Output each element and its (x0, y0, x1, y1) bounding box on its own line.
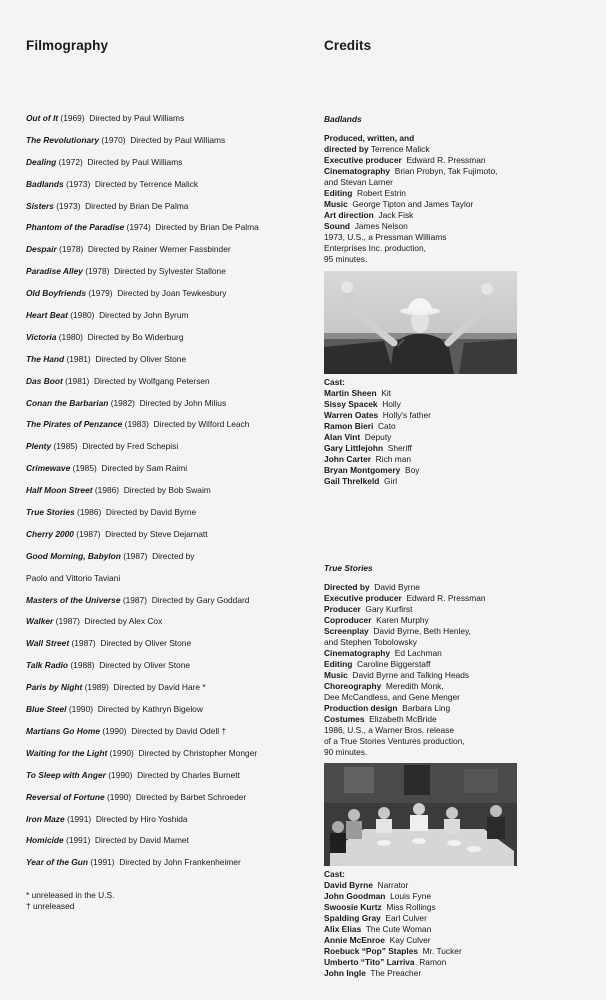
film-details: (1978) Directed by Rainer Werner Fassbinder (56, 244, 231, 255)
true-stories-cast (324, 869, 462, 979)
film-entry (26, 287, 316, 309)
true-stories-credit-line-value: Elizabeth McBride (364, 714, 437, 724)
badlands-cast-line-role: Gary Littlejohn (324, 443, 384, 453)
true-stories-credit-line-role: Producer (324, 604, 361, 614)
film-title: Sisters (26, 200, 54, 211)
badlands-cast-line-role: John Carter (324, 454, 372, 464)
badlands-cast-line (324, 388, 431, 399)
badlands-title: Badlands (324, 114, 362, 124)
film-entry (26, 440, 316, 462)
film-entry (26, 725, 316, 747)
film-details: (1986) Directed by David Byrne (74, 507, 197, 518)
true-stories-credit-line (324, 714, 524, 725)
film-entry (26, 834, 316, 856)
badlands-cast-line-role: Warren Oates (324, 410, 379, 420)
true-stories-credit-line (324, 582, 524, 593)
badlands-cast-line (324, 454, 431, 465)
true-stories-cast-line (324, 946, 462, 957)
film-title: Conan the Barbarian (26, 397, 109, 408)
badlands-cast-line-value: Cato (373, 421, 396, 431)
true-stories-credit-line-value: Caroline Biggerstaff (352, 659, 431, 669)
true-stories-credit-line-value: David Byrne and Talking Heads (347, 670, 470, 680)
true-stories-cast-line-role: Umberto “Tito” Larriva (324, 957, 415, 967)
badlands-credit-line (324, 221, 524, 232)
film-title: The Hand (26, 353, 65, 364)
true-stories-credit-line-value: and Stephen Tobolowsky (324, 637, 417, 647)
film-title: Year of the Gun (26, 857, 89, 868)
true-stories-cast-line-value: Earl Culver (380, 913, 427, 923)
film-entry (26, 637, 316, 659)
film-entry (26, 265, 316, 287)
film-details: (1990) Directed by Christopher Monger (107, 747, 258, 758)
true-stories-cast-line (324, 924, 462, 935)
true-stories-credit-line-value: Barbara Ling (397, 703, 451, 713)
film-entry (26, 615, 316, 637)
film-details: (1991) Directed by Hiro Yoshida (64, 813, 188, 824)
film-details: (1987) Directed by Steve Dejarnatt (73, 528, 208, 539)
film-details: (1985) Directed by Sam Raimi (70, 463, 188, 474)
true-stories-credit-line-role: Cinematography (324, 648, 391, 658)
true-stories-credit-line-value: Karen Murphy (371, 615, 429, 625)
film-entry (26, 506, 316, 528)
badlands-credit-line-role: Produced, written, and (324, 133, 415, 143)
filmography-list (26, 112, 316, 878)
true-stories-title: True Stories (324, 563, 373, 573)
film-details: (1990) Directed by David Odell † (100, 725, 227, 736)
badlands-cast-line-value: Rich man (371, 454, 412, 464)
badlands-credit-line (324, 133, 524, 144)
badlands-cast-line (324, 410, 431, 421)
true-stories-credit-line-value: Meredith Monk, (381, 681, 444, 691)
film-details: (1969) Directed by Paul Williams (58, 113, 185, 123)
film-details: (1973) Directed by Terrence Malick (63, 178, 199, 189)
badlands-cast-line (324, 465, 431, 476)
film-title: The Revolutionary (26, 134, 100, 145)
true-stories-cast-line-role: Annie McEnroe (324, 935, 385, 945)
film-details: (1980) Directed by John Byrum (67, 310, 189, 321)
true-stories-credit-line-role: Production design (324, 703, 398, 713)
true-stories-credit-line (324, 747, 524, 758)
film-entry (26, 769, 316, 791)
film-details: (1979) Directed by Joan Tewkesbury (86, 288, 227, 299)
badlands-credit-lines (324, 133, 524, 265)
film-entry (26, 550, 316, 572)
true-stories-credit-line-role: Music (324, 670, 348, 680)
badlands-credit-line-role: Music (324, 199, 348, 209)
film-details: (1973) Directed by Brian De Palma (53, 200, 189, 211)
film-title: Phantom of the Paradise (26, 222, 125, 233)
film-entry (26, 134, 316, 156)
badlands-credit-line-role: Cinematography (324, 166, 391, 176)
badlands-cast-line-value: Kit (376, 388, 392, 398)
badlands-credit-line (324, 188, 524, 199)
badlands-cast-line-value: Holly's father (378, 410, 431, 420)
true-stories-credit-line-value: 1986, U.S., a Warner Bros. release (324, 725, 455, 735)
true-stories-cast-line-role: David Byrne (324, 880, 373, 890)
true-stories-credit-line (324, 703, 524, 714)
true-stories-credit-line-role: Costumes (324, 714, 365, 724)
true-stories-cast-label: Cast: (324, 869, 345, 879)
film-entry (26, 594, 316, 616)
true-stories-cast-line-value: Louis Fyne (385, 891, 432, 901)
true-stories-cast-line-value: Narrator (372, 880, 409, 890)
footnote-unreleased-us: * unreleased in the U.S. (26, 890, 115, 900)
true-stories-cast-lines (324, 880, 462, 979)
badlands-credit-line-value: Robert Estrin (352, 188, 406, 198)
true-stories-credit-line-value: David Byrne (369, 582, 420, 592)
true-stories-cast-line-value: The Preacher (365, 968, 422, 978)
footnote-unreleased: † unreleased (26, 901, 75, 911)
true-stories-credit-lines (324, 582, 524, 758)
badlands-credit-line-value: and Stevan Larner (324, 177, 393, 187)
badlands-cast-label: Cast: (324, 377, 345, 387)
badlands-credit-line-role: Art direction (324, 210, 374, 220)
film-title: Half Moon Street (26, 485, 93, 496)
badlands-credit-line (324, 232, 524, 243)
true-stories-credit-line (324, 725, 524, 736)
film-title: Wall Street (26, 638, 70, 649)
film-entry (26, 353, 316, 375)
badlands-credit-line (324, 254, 524, 265)
badlands-credit-line-value: Enterprises Inc. production, (324, 243, 426, 253)
badlands-cast-line (324, 432, 431, 443)
film-details: (1980) Directed by Bo Widerburg (56, 331, 184, 342)
true-stories-credit-line-role: Editing (324, 659, 353, 669)
true-stories-credit-line (324, 593, 524, 604)
film-entry (26, 418, 316, 440)
film-title: True Stories (26, 507, 75, 518)
true-stories-credit-line-value: Edward R. Pressman (401, 593, 486, 603)
film-details: (1983) Directed by Wilford Leach (122, 419, 250, 430)
badlands-cast-line (324, 421, 431, 432)
true-stories-still-photo (324, 763, 517, 866)
true-stories-cast-line (324, 891, 462, 902)
true-stories-credit-line-value: David Byrne, Beth Henley, (368, 626, 471, 636)
film-details: (1991) Directed by John Frankenheimer (88, 857, 241, 868)
film-entry (26, 221, 316, 243)
badlands-credit-line (324, 210, 524, 221)
badlands-credit-line-role: directed by (324, 144, 369, 154)
film-title: Reversal of Fortune (26, 791, 105, 802)
true-stories-cast-line-role: Alix Elias (324, 924, 362, 934)
film-details: (1981) Directed by Wolfgang Petersen (62, 375, 210, 386)
true-stories-cast-line-value: Ramon (414, 957, 447, 967)
badlands-cast-line (324, 443, 431, 454)
true-stories-credit-line-role: Screenplay (324, 626, 369, 636)
true-stories-cast-line-value: Mr. Tucker (418, 946, 462, 956)
film-entry (26, 813, 316, 835)
true-stories-credits (324, 563, 524, 758)
film-entry (26, 572, 316, 594)
badlands-credit-line-value: George Tipton and James Taylor (347, 199, 474, 209)
true-stories-cast-line-value: Miss Rollings (381, 902, 436, 912)
film-details: (1990) Directed by Kathryn Bigelow (66, 704, 203, 715)
film-entry (26, 397, 316, 419)
film-details: (1981) Directed by Oliver Stone (64, 353, 187, 364)
film-details: (1974) Directed by Brian De Palma (124, 222, 259, 233)
film-entry (26, 331, 316, 353)
badlands-cast-line-value: Holly (377, 399, 401, 409)
filmography-heading: Filmography (26, 38, 109, 53)
true-stories-credit-line (324, 659, 524, 670)
true-stories-cast-line-value: The Cute Woman (361, 924, 432, 934)
film-title: Waiting for the Light (26, 747, 108, 758)
true-stories-credit-line (324, 692, 524, 703)
badlands-credit-line-value: 95 minutes. (324, 254, 368, 264)
film-title: Old Boyfriends (26, 288, 87, 299)
badlands-cast (324, 377, 431, 487)
film-details: (1972) Directed by Paul Williams (56, 156, 183, 167)
film-entry (26, 200, 316, 222)
true-stories-cast-line (324, 935, 462, 946)
film-details: (1990) Directed by Charles Burnett (105, 769, 240, 780)
film-title: Blue Steel (26, 704, 67, 715)
film-details: (1990) Directed by Barbet Schroeder (104, 791, 247, 802)
true-stories-credit-line-role: Directed by (324, 582, 370, 592)
badlands-credit-line-value: Jack Fisk (373, 210, 414, 220)
badlands-credit-line-value: Edward R. Pressman (401, 155, 486, 165)
true-stories-cast-line (324, 902, 462, 913)
true-stories-credit-line (324, 670, 524, 681)
true-stories-credit-line-role: Choreography (324, 681, 382, 691)
true-stories-credit-line-role: Executive producer (324, 593, 402, 603)
film-entry (26, 156, 316, 178)
film-entry (26, 375, 316, 397)
film-title: Out of It (26, 113, 59, 123)
film-entry (26, 178, 316, 200)
film-details: (1986) Directed by Bob Swaim (92, 485, 211, 496)
film-entry (26, 856, 316, 878)
film-title: Despair (26, 244, 57, 255)
true-stories-still-image (324, 763, 517, 866)
film-details: (1978) Directed by Sylvester Stallone (82, 266, 226, 277)
film-title: Paradise Alley (26, 266, 83, 277)
film-entry (26, 681, 316, 703)
true-stories-cast-line (324, 913, 462, 924)
badlands-cast-line-role: Sissy Spacek (324, 399, 378, 409)
film-title: Cherry 2000 (26, 528, 74, 539)
badlands-cast-line (324, 476, 431, 487)
film-entry (26, 243, 316, 265)
true-stories-credit-line-value: Dee McCandless, and Gene Menger (324, 692, 460, 702)
badlands-credit-line-role: Executive producer (324, 155, 402, 165)
badlands-credit-line-value: 1973, U.S., a Pressman Williams (324, 232, 447, 242)
badlands-cast-line-value: Deputy (360, 432, 392, 442)
badlands-credit-line (324, 177, 524, 188)
film-title: The Pirates of Penzance (26, 419, 123, 430)
film-title: Victoria (26, 331, 57, 342)
badlands-cast-line-value: Boy (400, 465, 420, 475)
badlands-cast-line-value: Girl (379, 476, 398, 486)
film-title: Paris by Night (26, 682, 83, 693)
badlands-credit-line-value: James Nelson (350, 221, 408, 231)
true-stories-cast-line-role: John Goodman (324, 891, 386, 901)
badlands-credit-line (324, 155, 524, 166)
film-title: Plenty (26, 441, 52, 452)
true-stories-credit-line (324, 615, 524, 626)
true-stories-credit-line-value: of a True Stories Ventures production, (324, 736, 465, 746)
film-details: (1988) Directed by Oliver Stone (68, 660, 191, 671)
true-stories-cast-line (324, 968, 462, 979)
badlands-cast-line-role: Gail Threlkeld (324, 476, 380, 486)
film-title: Iron Maze (26, 813, 65, 824)
true-stories-cast-line-role: John Ingle (324, 968, 366, 978)
badlands-cast-line-role: Bryan Montgomery (324, 465, 401, 475)
film-details: (1985) Directed by Fred Schepisi (51, 441, 179, 452)
film-title: Walker (26, 616, 54, 627)
film-entry (26, 791, 316, 813)
film-details: (1989) Directed by David Hare * (82, 682, 206, 693)
badlands-cast-lines (324, 388, 431, 487)
film-title: Martians Go Home (26, 725, 100, 736)
badlands-credit-line (324, 144, 524, 155)
true-stories-credit-line-value: Ed Lachman (390, 648, 442, 658)
true-stories-credit-line-value: Gary Kurfirst (360, 604, 413, 614)
film-details: (1987) Directed by (120, 550, 195, 561)
badlands-credit-line (324, 243, 524, 254)
badlands-cast-line-role: Ramon Bieri (324, 421, 374, 431)
true-stories-credit-line (324, 648, 524, 659)
film-title: Masters of the Universe (26, 594, 121, 605)
film-details: (1987) Directed by Alex Cox (53, 616, 163, 627)
film-entry (26, 528, 316, 550)
film-entry (26, 309, 316, 331)
true-stories-credit-line (324, 626, 524, 637)
badlands-credit-line-value: Terrence Malick (368, 144, 430, 154)
film-details: (1991) Directed by David Mamet (63, 835, 189, 846)
true-stories-credit-line-role: Coproducer (324, 615, 372, 625)
badlands-credit-line-value: Brian Probyn, Tak Fujimoto, (390, 166, 498, 176)
film-title: Das Boot (26, 375, 63, 386)
film-title: Homicide (26, 835, 64, 846)
badlands-cast-line-role: Alan Vint (324, 432, 361, 442)
badlands-still-image (324, 271, 517, 374)
film-details: (1987) Directed by Gary Goddard (120, 594, 250, 605)
true-stories-credit-line (324, 681, 524, 692)
film-title: Heart Beat (26, 310, 68, 321)
film-entry (26, 659, 316, 681)
true-stories-cast-line-role: Spalding Gray (324, 913, 381, 923)
badlands-cast-line-role: Martin Sheen (324, 388, 377, 398)
film-title: To Sleep with Anger (26, 769, 106, 780)
film-entry (26, 484, 316, 506)
film-details: (1970) Directed by Paul Williams (99, 134, 226, 145)
badlands-still-photo (324, 271, 517, 374)
film-title: Badlands (26, 178, 64, 189)
true-stories-cast-line-role: Swoosie Kurtz (324, 902, 382, 912)
true-stories-credit-line (324, 604, 524, 615)
badlands-cast-line (324, 399, 431, 410)
film-title: Good Morning, Babylon (26, 550, 121, 561)
true-stories-credit-line-value: 90 minutes. (324, 747, 368, 757)
true-stories-credit-line (324, 736, 524, 747)
badlands-credit-line-role: Editing (324, 188, 353, 198)
true-stories-cast-line-role: Roebuck “Pop” Staples (324, 946, 419, 956)
badlands-cast-line-value: Sheriff (383, 443, 412, 453)
true-stories-cast-line (324, 957, 462, 968)
film-entry (26, 462, 316, 484)
film-title: Talk Radio (26, 660, 69, 671)
film-details: (1982) Directed by John Milius (108, 397, 227, 408)
film-details: Paolo and Vittorio Taviani (26, 572, 121, 583)
badlands-credit-line (324, 199, 524, 210)
badlands-credit-line (324, 166, 524, 177)
true-stories-credit-line (324, 637, 524, 648)
credits-heading: Credits (324, 38, 372, 53)
film-entry (26, 747, 316, 769)
film-details: (1987) Directed by Oliver Stone (69, 638, 192, 649)
film-title: Crimewave (26, 463, 71, 474)
film-entry (26, 112, 316, 134)
badlands-credit-line-role: Sound (324, 221, 351, 231)
film-entry (26, 703, 316, 725)
footnotes (26, 890, 114, 912)
true-stories-cast-line-value: Kay Culver (384, 935, 431, 945)
film-title: Dealing (26, 156, 57, 167)
badlands-credits (324, 114, 524, 265)
true-stories-cast-line (324, 880, 462, 891)
